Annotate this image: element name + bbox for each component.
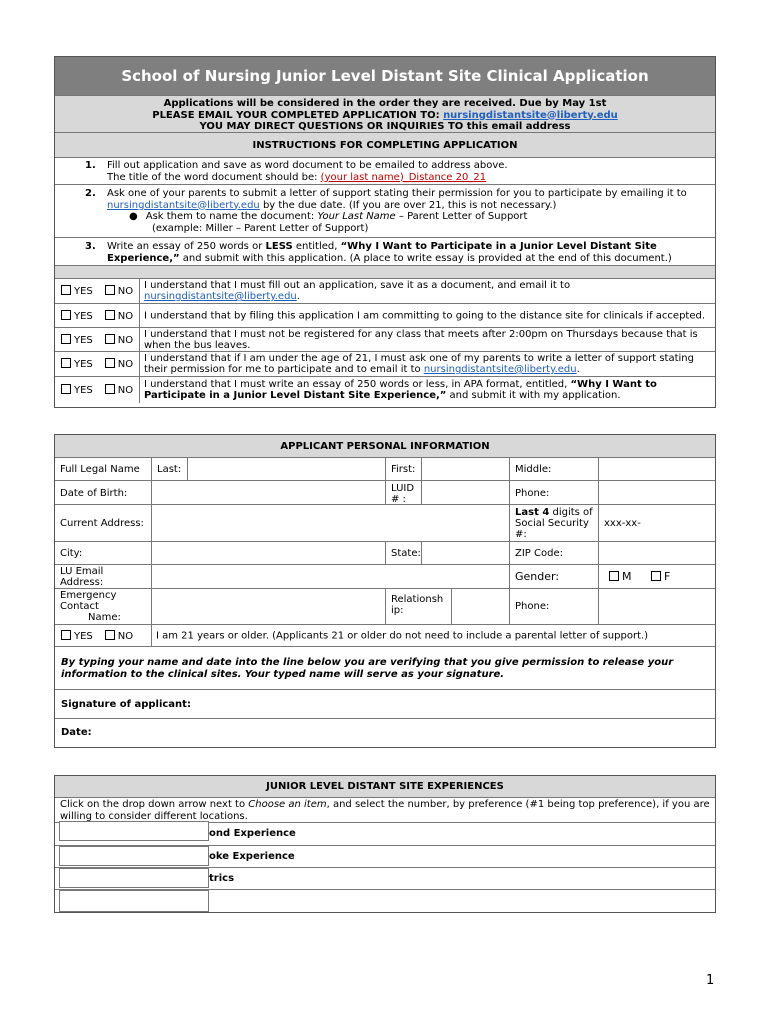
age-row xyxy=(55,625,715,647)
ssn-label-rest: digits of Social Security #: xyxy=(515,507,593,540)
phone-label: Phone: xyxy=(509,481,598,504)
experiences-table xyxy=(54,775,716,913)
item-number: 3. xyxy=(85,241,96,252)
permission-row xyxy=(55,647,715,690)
gender-label: Gender: xyxy=(509,565,598,588)
address-row xyxy=(55,505,715,542)
emergency-name-input[interactable] xyxy=(151,589,385,624)
item-2-text: Ask one of your parents to submit a letter of support stating their permission for you to participate by emailing it to xyxy=(107,188,687,199)
item-3-mid: entitled, xyxy=(292,241,341,252)
instruction-item-3 xyxy=(55,238,715,266)
city-input[interactable] xyxy=(151,542,385,564)
luid-input[interactable] xyxy=(421,481,509,504)
first-name-input[interactable] xyxy=(421,458,509,480)
experience-label: ond Experience xyxy=(209,828,296,839)
experience-dropdown[interactable] xyxy=(59,868,209,888)
agreement-text: I understand that if I am under the age of 21, I must ask one of my parents to write a letter of support stating their permission for me to participate and to email it to xyxy=(144,353,694,375)
no-checkbox[interactable] xyxy=(105,630,115,640)
experiences-header: JUNIOR LEVEL DISTANT SITE EXPERIENCES xyxy=(266,781,504,792)
middle-name-input[interactable] xyxy=(598,458,717,480)
item-2-text-cont: by the due date. (If you are over 21, this is not necessary.) xyxy=(259,199,557,211)
page-title: School of Nursing Junior Level Distant Site Clinical Application xyxy=(121,67,649,85)
agreement-text: I understand that I must not be registered for any class that meets after 2:00pm on Thursdays because that is when the bus leaves. xyxy=(144,328,698,351)
instructions-header-row xyxy=(55,133,715,158)
yes-label: YES xyxy=(74,310,93,322)
lu-email-label: LU Email Address: xyxy=(60,566,104,588)
personal-info-table xyxy=(54,434,716,748)
ssn-bold: Last 4 xyxy=(515,507,550,518)
yes-checkbox[interactable] xyxy=(61,285,71,295)
yes-label: YES xyxy=(74,385,93,396)
zip-label: ZIP Code: xyxy=(509,542,598,564)
experiences-header-row xyxy=(55,776,715,798)
relationship-label: Relationship: xyxy=(385,589,451,624)
agreement-row-5 xyxy=(55,377,715,403)
personal-header-row xyxy=(55,435,715,458)
address-label: Current Address: xyxy=(60,518,144,529)
dob-input[interactable] xyxy=(151,481,385,504)
ssn-label xyxy=(509,505,598,541)
essay-title: “Why I Want to Participate in a Junior Level Distant Site Experience,” xyxy=(107,241,657,264)
no-label: NO xyxy=(117,286,134,297)
yes-checkbox[interactable] xyxy=(61,384,71,394)
age-statement: I am 21 years or older. (Applicants 21 or older do not need to include a parental letter of support.) xyxy=(156,630,649,641)
bullet-example: (example: Miller – Parent Letter of Support) xyxy=(152,222,369,234)
no-label: NO xyxy=(117,334,134,346)
ssn-input[interactable]: xxx-xx- xyxy=(598,505,717,541)
gender-options xyxy=(598,565,717,588)
agreement-row-1: YES NO I understand that I must fill out an application, save it as a document, and email it to nursingdistantsite@liberty.edu. xyxy=(55,279,715,304)
emergency-name-label: Name: xyxy=(88,612,121,623)
dob-row xyxy=(55,481,715,505)
questions-notice: YOU MAY DIRECT QUESTIONS OR INQUIRIES TO this email address xyxy=(199,121,571,132)
agreement-text: I understand that I must fill out an application, save it as a document, and email it to xyxy=(144,280,571,291)
permission-statement: By typing your name and date into the line below you are verifying that you give permission to release your information to the clinical sites. Your typed name will serve as your signature. xyxy=(61,657,674,680)
experience-row-3 xyxy=(55,868,715,890)
agreement-row-2 xyxy=(55,304,715,328)
yes-checkbox[interactable] xyxy=(61,358,71,368)
agreement-text-rest: and submit it with my application. xyxy=(446,390,621,401)
state-input[interactable] xyxy=(421,542,509,564)
personal-header: APPLICANT PERSONAL INFORMATION xyxy=(280,441,490,452)
item-number: 2. xyxy=(85,188,96,199)
title-row xyxy=(55,57,715,96)
yes-checkbox[interactable] xyxy=(61,630,71,640)
yes-label: YES xyxy=(74,286,93,297)
relationship-input[interactable] xyxy=(451,589,509,624)
parent-email-link[interactable]: nursingdistantsite@liberty.edu xyxy=(107,199,260,211)
yes-checkbox[interactable] xyxy=(61,310,71,320)
yes-checkbox[interactable] xyxy=(61,334,71,344)
application-instructions-table xyxy=(54,56,716,408)
name-row xyxy=(55,458,715,481)
bullet-text-rest: – Parent Letter of Support xyxy=(395,211,528,222)
instructions-header: INSTRUCTIONS FOR COMPLETING APPLICATION xyxy=(252,140,518,151)
submission-email-link[interactable]: nursingdistantsite@liberty.edu xyxy=(443,109,618,121)
no-label: NO xyxy=(117,359,134,370)
yes-label: YES xyxy=(74,359,93,370)
date-input[interactable] xyxy=(115,721,711,744)
experiences-instruction-row xyxy=(55,798,715,823)
date-label: Date: xyxy=(61,727,92,738)
due-date-notice: Applications will be considered in the order they are received. Due by May 1st xyxy=(163,98,607,109)
experience-dropdown[interactable] xyxy=(59,821,209,841)
signature-row xyxy=(55,690,715,719)
gender-m-checkbox[interactable] xyxy=(609,571,619,581)
page-number: 1 xyxy=(706,973,715,988)
experience-dropdown[interactable] xyxy=(59,890,209,912)
middle-label: Middle: xyxy=(509,458,598,480)
experiences-instruction: Click on the drop down arrow next to xyxy=(60,799,249,810)
emergency-contact-label: Emergency Contact xyxy=(60,590,117,612)
agreement-email-link[interactable]: nursingdistantsite@liberty.edu xyxy=(423,364,577,375)
instruction-item-2 xyxy=(55,185,715,238)
item-1-title-label: The title of the word document should be: xyxy=(107,171,321,183)
experience-row-2 xyxy=(55,846,715,868)
experience-label: oke Experience xyxy=(209,851,295,862)
experience-row-4 xyxy=(55,890,715,912)
signature-label: Signature of applicant: xyxy=(61,699,191,710)
bullet-icon: ● xyxy=(129,211,138,222)
experience-row-1 xyxy=(55,823,715,846)
no-checkbox[interactable] xyxy=(105,384,115,394)
lu-email-row xyxy=(55,565,715,589)
emergency-row xyxy=(55,589,715,625)
item-1-text: Fill out application and save as word document to be emailed to address above. xyxy=(107,160,508,171)
last-label: Last: xyxy=(151,458,187,480)
no-label: NO xyxy=(117,310,134,322)
lu-email-input[interactable] xyxy=(151,565,509,588)
notice-row xyxy=(55,96,715,133)
emergency-label xyxy=(55,589,151,624)
item-3-rest: and submit with this application. (A place to write essay is provided at the end of this document.) xyxy=(179,252,672,264)
email-instruction: PLEASE EMAIL YOUR COMPLETED APPLICATION TO: xyxy=(152,109,444,121)
full-name-label: Full Legal Name xyxy=(60,464,140,475)
yes-label: YES xyxy=(74,334,93,346)
agreement-row-3 xyxy=(55,328,715,352)
signature-input[interactable] xyxy=(205,692,711,716)
address-input[interactable] xyxy=(151,505,509,541)
gender-f-checkbox[interactable] xyxy=(651,571,661,581)
first-label: First: xyxy=(385,458,421,480)
luid-label: LUID# : xyxy=(385,481,421,504)
gender-f-label: F xyxy=(664,570,671,583)
bullet-italic: Your Last Name xyxy=(317,211,396,222)
agreement-text: I understand that I must write an essay of 250 words or less, in APA format, entitled, xyxy=(144,379,571,390)
no-checkbox[interactable] xyxy=(105,358,115,368)
date-row xyxy=(55,719,715,746)
agreement-email-link[interactable]: nursingdistantsite@liberty.edu xyxy=(144,291,297,302)
yes-label: YES xyxy=(74,630,93,642)
no-checkbox[interactable] xyxy=(105,285,115,295)
agreement-text: I understand that by filing this application I am committing to going to the distance site for clinicals if accepted. xyxy=(144,310,706,321)
experiences-instruction-rest: , and select the number, by preference (#1 being top preference), if you are willing to consider different locations. xyxy=(60,799,710,822)
emergency-phone-label: Phone: xyxy=(509,589,598,624)
no-label: NO xyxy=(117,385,134,396)
state-label: State: xyxy=(385,542,421,564)
agreement-row-4: YES NO I understand that if I am under the age of 21, I must ask one of my parents to write a letter of support stating their permission for me to participate and to email it to nursingdistantsite@liberty.edu. xyxy=(55,352,715,377)
city-row xyxy=(55,542,715,565)
phone-input[interactable] xyxy=(598,481,717,504)
less-emphasis: LESS xyxy=(265,241,293,252)
experience-dropdown[interactable] xyxy=(59,846,209,866)
city-label: City: xyxy=(60,548,83,559)
no-checkbox[interactable] xyxy=(105,310,115,320)
dob-label: Date of Birth: xyxy=(60,488,128,499)
emergency-phone-input[interactable] xyxy=(598,589,717,624)
gender-m-label: M xyxy=(622,570,632,583)
no-label: NO xyxy=(117,630,134,642)
item-3-text: Write an essay of 250 words or xyxy=(107,241,266,252)
experience-label: trics xyxy=(209,873,235,884)
essay-title: “Why I Want to Participate in a Junior Level Distant Site Experience,” xyxy=(144,379,657,401)
choose-item-text: Choose an item xyxy=(248,799,327,810)
item-number: 1. xyxy=(85,160,96,171)
bullet-text: Ask them to name the document: xyxy=(145,211,318,222)
document-title-example: (your last name)_Distance 20_21 xyxy=(320,171,487,183)
no-checkbox[interactable] xyxy=(105,334,115,344)
zip-input[interactable] xyxy=(598,542,717,564)
last-name-input[interactable] xyxy=(187,458,385,480)
instruction-item-1 xyxy=(55,158,715,185)
spacer-row xyxy=(55,266,715,279)
